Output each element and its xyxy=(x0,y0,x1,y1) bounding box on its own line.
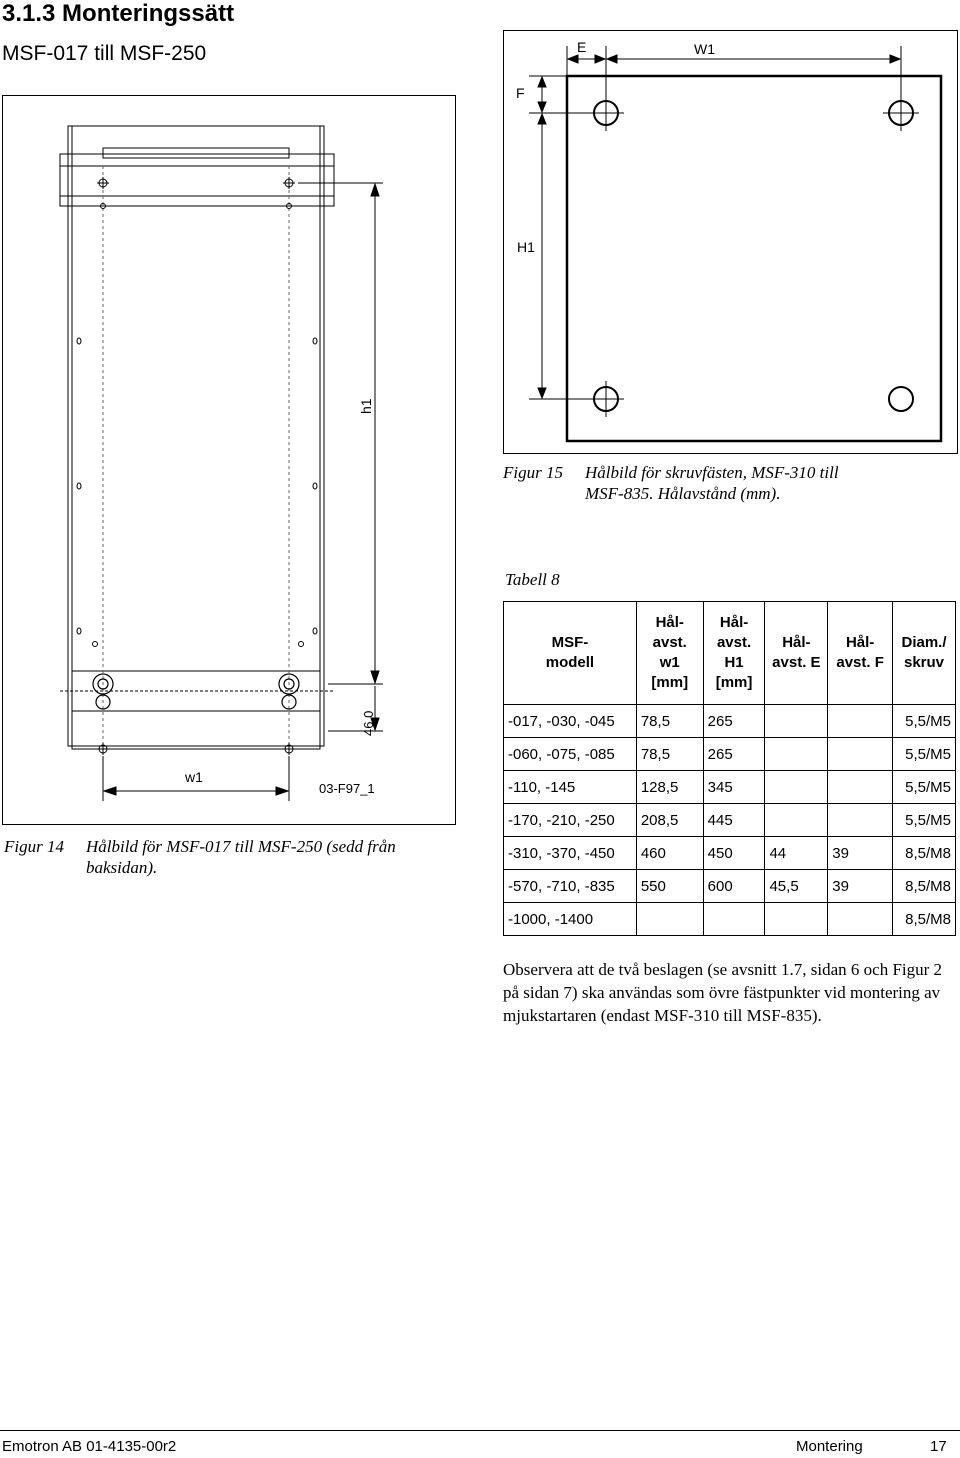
cell-model: -170, -210, -250 xyxy=(504,804,637,837)
figure-14-drawing xyxy=(3,96,455,824)
cell-model: -1000, -1400 xyxy=(504,903,637,936)
drawing-code: 03-F97_1 xyxy=(319,781,375,796)
cell-F: 39 xyxy=(828,837,893,870)
figure-15-label: Figur 15 xyxy=(503,463,563,482)
cell-H1: 265 xyxy=(703,705,765,738)
header-H1: Hål- avst. H1 [mm] xyxy=(703,602,765,705)
cell-E xyxy=(765,771,828,804)
cell-F xyxy=(828,804,893,837)
figure-14-text: Hålbild för MSF-017 till MSF-250 (sedd från baksidan). xyxy=(86,837,396,877)
cell-model: -570, -710, -835 xyxy=(504,870,637,903)
table-row xyxy=(504,771,956,804)
cell-H1: 345 xyxy=(703,771,765,804)
cell-model: -310, -370, -450 xyxy=(504,837,637,870)
footer-divider xyxy=(0,1430,960,1431)
dim-E-label: E xyxy=(577,39,587,55)
cell-F: 39 xyxy=(828,870,893,903)
cell-w1: 460 xyxy=(636,837,703,870)
cell-E xyxy=(765,738,828,771)
figure-15-text: Hålbild för skruvfästen, MSF-310 till MSF-835. Hålavstånd (mm). xyxy=(585,463,839,503)
cell-diam: 5,5/M5 xyxy=(893,738,956,771)
cell-H1: 445 xyxy=(703,804,765,837)
cell-H1: 450 xyxy=(703,837,765,870)
cell-diam: 8,5/M8 xyxy=(893,903,956,936)
dim-H1-label: H1 xyxy=(517,239,535,255)
cell-diam: 8,5/M8 xyxy=(893,870,956,903)
table-label: Tabell 8 xyxy=(505,570,560,589)
cell-E: 45,5 xyxy=(765,870,828,903)
table-header-row xyxy=(504,602,956,705)
dim-46-label: 46.0 xyxy=(361,710,376,736)
dim-w1-label: w1 xyxy=(185,769,203,785)
figure-14-label: Figur 14 xyxy=(4,837,64,856)
cell-diam: 5,5/M5 xyxy=(893,804,956,837)
cell-H1: 600 xyxy=(703,870,765,903)
dim-F-label: F xyxy=(516,85,525,101)
cell-E xyxy=(765,903,828,936)
mounting-note: Observera att de två beslagen (se avsnitt 1.7, sidan 6 och Figur 2 på sidan 7) ska användas som övre fästpunkter vid montering av mjukstartaren (endast MSF-310 till MSF-835). xyxy=(503,960,943,1025)
hole-spacing-table xyxy=(503,601,956,936)
cell-E xyxy=(765,804,828,837)
figure-14-frame xyxy=(2,95,456,825)
cell-model: -017, -030, -045 xyxy=(504,705,637,738)
footer-chapter: Montering xyxy=(796,1438,863,1455)
cell-diam: 5,5/M5 xyxy=(893,705,956,738)
cell-F xyxy=(828,738,893,771)
cell-w1: 208,5 xyxy=(636,804,703,837)
cell-F xyxy=(828,771,893,804)
cell-H1 xyxy=(703,903,765,936)
header-E: Hål- avst. E xyxy=(765,602,828,705)
cell-w1: 78,5 xyxy=(636,705,703,738)
table-row xyxy=(504,903,956,936)
cell-model: -060, -075, -085 xyxy=(504,738,637,771)
table-row xyxy=(504,804,956,837)
section-title: 3.1.3 Monteringssätt xyxy=(2,0,235,27)
cell-diam: 8,5/M8 xyxy=(893,837,956,870)
dim-h1-label: h1 xyxy=(358,398,374,414)
dim-W1-label: W1 xyxy=(694,41,715,57)
cell-model: -110, -145 xyxy=(504,771,637,804)
header-diam: Diam./ skruv xyxy=(893,602,956,705)
cell-w1: 128,5 xyxy=(636,771,703,804)
header-model: MSF- modell xyxy=(504,602,637,705)
header-F: Hål- avst. F xyxy=(828,602,893,705)
cell-E: 44 xyxy=(765,837,828,870)
table-row xyxy=(504,837,956,870)
page-number: 17 xyxy=(930,1438,947,1455)
footer-doc-id: Emotron AB 01-4135-00r2 xyxy=(2,1438,177,1455)
section-subtitle: MSF-017 till MSF-250 xyxy=(2,42,207,65)
cell-diam: 5,5/M5 xyxy=(893,771,956,804)
cell-w1: 78,5 xyxy=(636,738,703,771)
figure-15-drawing xyxy=(504,31,957,453)
table-row xyxy=(504,738,956,771)
cell-H1: 265 xyxy=(703,738,765,771)
header-w1: Hål- avst. w1 [mm] xyxy=(636,602,703,705)
table-row xyxy=(504,870,956,903)
cell-E xyxy=(765,705,828,738)
cell-w1 xyxy=(636,903,703,936)
cell-w1: 550 xyxy=(636,870,703,903)
cell-F xyxy=(828,705,893,738)
cell-F xyxy=(828,903,893,936)
table-row xyxy=(504,705,956,738)
figure-15-frame xyxy=(503,30,958,454)
